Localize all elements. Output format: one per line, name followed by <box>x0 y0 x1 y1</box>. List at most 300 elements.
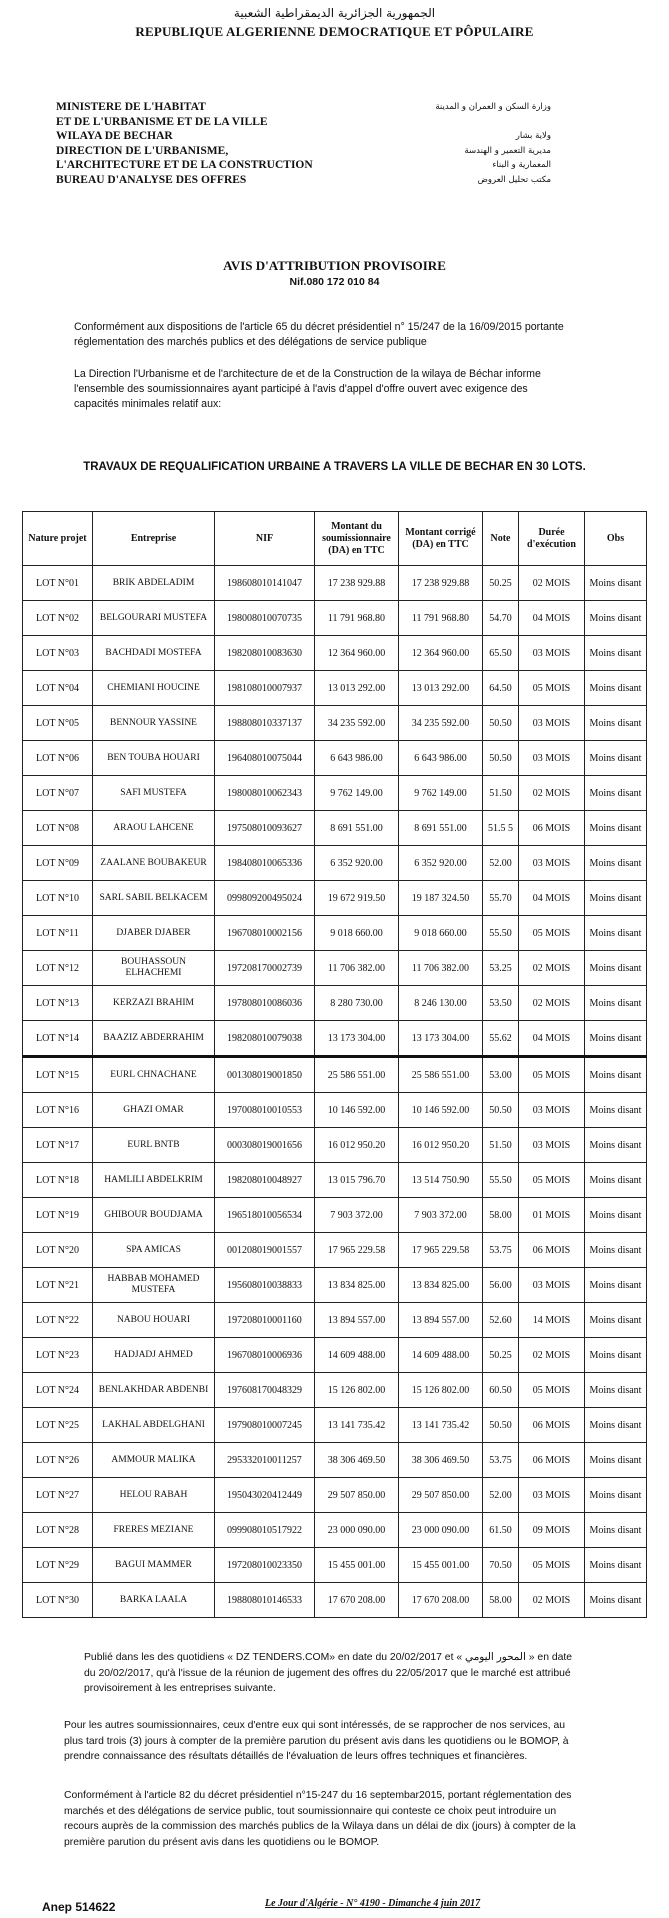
table-row <box>23 1548 647 1583</box>
obs-cell: Moins disant <box>585 1303 647 1338</box>
corrige-cell: 8 246 130.00 <box>399 986 483 1021</box>
appeal-paragraph: Conformément à l'article 82 du décret présidentiel n°15-247 du 16 septembar2015, portant réglementation des marchés et des délégations de service public, tout soumissionnaire qui conteste ce choix peut introduire un recours auprès de la commission des marchés publics de la Wilaya dans un délai de dix (jours) à compter de la première parution du présent avis dans les quotidiens ou le BOMOP. <box>64 1790 576 1848</box>
obs-cell: Moins disant <box>585 566 647 601</box>
ministry-line: L'ARCHITECTURE ET DE LA CONSTRUCTION <box>56 159 313 171</box>
duree-cell: 03 MOIS <box>519 706 585 741</box>
col-header-corrige: Montant corrigé (DA) en TTC <box>399 512 483 566</box>
lot-cell: LOT N°18 <box>23 1163 93 1198</box>
ministry-line: BUREAU D'ANALYSE DES OFFRES <box>56 173 247 186</box>
corrige-cell: 16 012 950.20 <box>399 1128 483 1163</box>
ministry-line: DIRECTION DE L'URBANISME, <box>56 144 229 157</box>
ministry-line: MINISTERE DE L'HABITAT <box>56 101 206 113</box>
arabic-republic-title: الجمهورية الجزائرية الديمقراطية الشعبية <box>233 6 436 20</box>
table-row <box>23 881 647 916</box>
table-row <box>23 636 647 671</box>
entreprise-cell: BENNOUR YASSINE <box>93 706 215 741</box>
montant-cell: 8 280 730.00 <box>315 986 399 1021</box>
nif-cell: 001308019001850 <box>215 1057 315 1093</box>
nif-cell: 195608010038833 <box>215 1268 315 1303</box>
corrige-cell: 15 126 802.00 <box>399 1373 483 1408</box>
lot-cell: LOT N°04 <box>23 671 93 706</box>
nif-cell: 001208019001557 <box>215 1233 315 1268</box>
ministry-block-fr <box>56 100 386 187</box>
note-cell: 58.00 <box>483 1583 519 1618</box>
obs-cell: Moins disant <box>585 1198 647 1233</box>
table-row <box>23 776 647 811</box>
corrige-cell: 34 235 592.00 <box>399 706 483 741</box>
corrige-cell: 6 643 986.00 <box>399 741 483 776</box>
corrige-cell: 7 903 372.00 <box>399 1198 483 1233</box>
corrige-cell: 8 691 551.00 <box>399 811 483 846</box>
entreprise-cell: BAAZIZ ABDERRAHIM <box>93 1021 215 1057</box>
note-cell: 56.00 <box>483 1268 519 1303</box>
lot-cell: LOT N°24 <box>23 1373 93 1408</box>
duree-cell: 06 MOIS <box>519 811 585 846</box>
montant-cell: 13 173 304.00 <box>315 1021 399 1057</box>
note-cell: 54.70 <box>483 601 519 636</box>
lot-cell: LOT N°06 <box>23 741 93 776</box>
note-cell: 51.5 5 <box>483 811 519 846</box>
note-cell: 55.50 <box>483 1163 519 1198</box>
lot-cell: LOT N°16 <box>23 1093 93 1128</box>
montant-cell: 34 235 592.00 <box>315 706 399 741</box>
obs-cell: Moins disant <box>585 1233 647 1268</box>
note-cell: 61.50 <box>483 1513 519 1548</box>
lot-cell: LOT N°21 <box>23 1268 93 1303</box>
duree-cell: 06 MOIS <box>519 1443 585 1478</box>
table-row <box>23 601 647 636</box>
obs-cell: Moins disant <box>585 1408 647 1443</box>
nif-cell: 198108010007937 <box>215 671 315 706</box>
table-row <box>23 1233 647 1268</box>
lot-cell: LOT N°26 <box>23 1443 93 1478</box>
montant-cell: 11 791 968.80 <box>315 601 399 636</box>
col-header-duree: Durée d'exécution <box>519 512 585 566</box>
note-cell: 50.50 <box>483 1093 519 1128</box>
montant-cell: 16 012 950.20 <box>315 1128 399 1163</box>
nif-cell: 197208170002739 <box>215 951 315 986</box>
lot-cell: LOT N°08 <box>23 811 93 846</box>
table-row <box>23 671 647 706</box>
corrige-cell: 23 000 090.00 <box>399 1513 483 1548</box>
entreprise-cell: BENLAKHDAR ABDENBI <box>93 1373 215 1408</box>
obs-cell: Moins disant <box>585 706 647 741</box>
nif-cell: 197508010093627 <box>215 811 315 846</box>
montant-cell: 13 894 557.00 <box>315 1303 399 1338</box>
intro-paragraph-1: Conformément aux dispositions de l'article 65 du décret présidentiel n° 15/247 de la 16/09/2015 portante réglementation des marchés publics et des délégations de service publique <box>74 321 564 348</box>
montant-cell: 13 013 292.00 <box>315 671 399 706</box>
duree-cell: 02 MOIS <box>519 776 585 811</box>
note-cell: 52.60 <box>483 1303 519 1338</box>
corrige-cell: 11 791 968.80 <box>399 601 483 636</box>
duree-cell: 04 MOIS <box>519 1021 585 1057</box>
duree-cell: 01 MOIS <box>519 1198 585 1233</box>
obs-cell: Moins disant <box>585 846 647 881</box>
duree-cell: 05 MOIS <box>519 671 585 706</box>
obs-cell: Moins disant <box>585 1478 647 1513</box>
obs-cell: Moins disant <box>585 741 647 776</box>
entreprise-cell: BOUHASSOUN ELHACHEMI <box>93 951 215 986</box>
duree-cell: 06 MOIS <box>519 1408 585 1443</box>
lot-cell: LOT N°11 <box>23 916 93 951</box>
lot-cell: LOT N°23 <box>23 1338 93 1373</box>
corrige-cell: 29 507 850.00 <box>399 1478 483 1513</box>
entreprise-cell: BELGOURARI MUSTEFA <box>93 601 215 636</box>
corrige-cell: 17 965 229.58 <box>399 1233 483 1268</box>
duree-cell: 02 MOIS <box>519 986 585 1021</box>
note-cell: 58.00 <box>483 1198 519 1233</box>
obs-cell: Moins disant <box>585 776 647 811</box>
nif-cell: 198208010048927 <box>215 1163 315 1198</box>
corrige-cell: 17 238 929.88 <box>399 566 483 601</box>
table-row <box>23 1408 647 1443</box>
entreprise-cell: BAGUI MAMMER <box>93 1548 215 1583</box>
corrige-cell: 13 834 825.00 <box>399 1268 483 1303</box>
publication-paragraph: Publié dans les des quotidiens « DZ TENDERS.COM» en date du 20/02/2017 et « المحور اليومي » en date du 20/02/2017, qu'à l'issue de la réunion de jugement des offres du 22/05/2017 que le marché est attribué provisoirement à les entreprises suivante. <box>84 1652 573 1694</box>
entreprise-cell: BACHDADI MOSTEFA <box>93 636 215 671</box>
montant-cell: 29 507 850.00 <box>315 1478 399 1513</box>
note-cell: 50.50 <box>483 1408 519 1443</box>
duree-cell: 14 MOIS <box>519 1303 585 1338</box>
nif-cell: 197908010007245 <box>215 1408 315 1443</box>
obs-cell: Moins disant <box>585 1021 647 1057</box>
entreprise-cell: ARAOU LAHCENE <box>93 811 215 846</box>
lot-cell: LOT N°01 <box>23 566 93 601</box>
lot-cell: LOT N°12 <box>23 951 93 986</box>
nif-cell: 196708010002156 <box>215 916 315 951</box>
ministry-line-ar: وزارة السكن و العمران و المدينة <box>435 102 551 112</box>
duree-cell: 05 MOIS <box>519 1057 585 1093</box>
entreprise-cell: SPA AMICAS <box>93 1233 215 1268</box>
duree-cell: 03 MOIS <box>519 636 585 671</box>
obs-cell: Moins disant <box>585 601 647 636</box>
nif-cell: 198808010146533 <box>215 1583 315 1618</box>
table-row <box>23 916 647 951</box>
table-row <box>23 1443 647 1478</box>
ministry-line-ar: مكتب تحليل العروض <box>477 174 551 185</box>
table-header-row <box>23 512 647 566</box>
entreprise-cell: SARL SABIL BELKACEM <box>93 881 215 916</box>
montant-cell: 17 238 929.88 <box>315 566 399 601</box>
montant-cell: 14 609 488.00 <box>315 1338 399 1373</box>
lot-cell: LOT N°09 <box>23 846 93 881</box>
nif-cell: 196518010056534 <box>215 1198 315 1233</box>
entreprise-cell: GHAZI OMAR <box>93 1093 215 1128</box>
lot-cell: LOT N°27 <box>23 1478 93 1513</box>
col-header-entreprise: Entreprise <box>93 512 215 566</box>
duree-cell: 03 MOIS <box>519 1128 585 1163</box>
obs-cell: Moins disant <box>585 881 647 916</box>
nif-cell: 198808010337137 <box>215 706 315 741</box>
nif-cell: 198608010141047 <box>215 566 315 601</box>
nif-cell: 099908010517922 <box>215 1513 315 1548</box>
corrige-cell: 13 514 750.90 <box>399 1163 483 1198</box>
table-row <box>23 1268 647 1303</box>
entreprise-cell: GHIBOUR BOUDJAMA <box>93 1198 215 1233</box>
col-header-note: Note <box>483 512 519 566</box>
note-cell: 53.50 <box>483 986 519 1021</box>
table-row <box>23 741 647 776</box>
table-row <box>23 1021 647 1057</box>
nif-cell: 197208010001160 <box>215 1303 315 1338</box>
table-row <box>23 1583 647 1618</box>
obs-cell: Moins disant <box>585 1513 647 1548</box>
duree-cell: 05 MOIS <box>519 916 585 951</box>
entreprise-cell: BARKA LAALA <box>93 1583 215 1618</box>
col-header-obs: Obs <box>585 512 647 566</box>
nif-cell: 099809200495024 <box>215 881 315 916</box>
montant-cell: 38 306 469.50 <box>315 1443 399 1478</box>
corrige-cell: 9 018 660.00 <box>399 916 483 951</box>
ministry-line-ar: مديرية التعمير و الهندسة <box>464 145 551 156</box>
entreprise-cell: KERZAZI BRAHIM <box>93 986 215 1021</box>
note-cell: 55.62 <box>483 1021 519 1057</box>
nif-cell: 198208010079038 <box>215 1021 315 1057</box>
duree-cell: 03 MOIS <box>519 1478 585 1513</box>
obs-cell: Moins disant <box>585 986 647 1021</box>
table-row <box>23 1478 647 1513</box>
note-cell: 52.00 <box>483 1478 519 1513</box>
project-subject: TRAVAUX DE REQUALIFICATION URBAINE A TRAVERS LA VILLE DE BECHAR EN 30 LOTS. <box>83 461 586 473</box>
nif-cell: 195043020412449 <box>215 1478 315 1513</box>
obs-cell: Moins disant <box>585 1093 647 1128</box>
obs-cell: Moins disant <box>585 1338 647 1373</box>
duree-cell: 03 MOIS <box>519 1268 585 1303</box>
nif-cell: 000308019001656 <box>215 1128 315 1163</box>
entreprise-cell: DJABER DJABER <box>93 916 215 951</box>
obs-cell: Moins disant <box>585 1373 647 1408</box>
entreprise-cell: LAKHAL ABDELGHANI <box>93 1408 215 1443</box>
corrige-cell: 19 187 324.50 <box>399 881 483 916</box>
corrige-cell: 38 306 469.50 <box>399 1443 483 1478</box>
corrige-cell: 13 013 292.00 <box>399 671 483 706</box>
note-cell: 50.25 <box>483 1338 519 1373</box>
awards-table <box>22 511 647 1618</box>
montant-cell: 9 018 660.00 <box>315 916 399 951</box>
duree-cell: 03 MOIS <box>519 741 585 776</box>
table-row <box>23 1093 647 1128</box>
duree-cell: 02 MOIS <box>519 951 585 986</box>
entreprise-cell: HELOU RABAH <box>93 1478 215 1513</box>
awards-table-body <box>23 566 647 1618</box>
montant-cell: 19 672 919.50 <box>315 881 399 916</box>
ministry-line: ET DE L'URBANISME ET DE LA VILLE <box>56 115 268 128</box>
obs-cell: Moins disant <box>585 1057 647 1093</box>
entreprise-cell: EURL BNTB <box>93 1128 215 1163</box>
montant-cell: 6 643 986.00 <box>315 741 399 776</box>
duree-cell: 03 MOIS <box>519 1093 585 1128</box>
journal-reference: Le Jour d'Algérie - N° 4190 - Dimanche 4 juin 2017 <box>265 1898 481 1909</box>
duree-cell: 02 MOIS <box>519 1338 585 1373</box>
table-row <box>23 1198 647 1233</box>
lot-cell: LOT N°20 <box>23 1233 93 1268</box>
nif-cell: 197208010023350 <box>215 1548 315 1583</box>
obs-cell: Moins disant <box>585 671 647 706</box>
entreprise-cell: EURL CHNACHANE <box>93 1057 215 1093</box>
corrige-cell: 14 609 488.00 <box>399 1338 483 1373</box>
note-cell: 50.50 <box>483 741 519 776</box>
lot-cell: LOT N°13 <box>23 986 93 1021</box>
duree-cell: 04 MOIS <box>519 601 585 636</box>
nif-cell: 197608170048329 <box>215 1373 315 1408</box>
note-cell: 65.50 <box>483 636 519 671</box>
obs-cell: Moins disant <box>585 811 647 846</box>
notice-nif: Nif.080 172 010 84 <box>289 276 380 288</box>
nif-cell: 196708010006936 <box>215 1338 315 1373</box>
nif-cell: 295332010011257 <box>215 1443 315 1478</box>
ministry-line-ar <box>361 115 551 130</box>
table-row <box>23 1163 647 1198</box>
note-cell: 70.50 <box>483 1548 519 1583</box>
lot-cell: LOT N°19 <box>23 1198 93 1233</box>
note-cell: 50.50 <box>483 706 519 741</box>
corrige-cell: 10 146 592.00 <box>399 1093 483 1128</box>
french-republic-title: REPUBLIQUE ALGERIENNE DEMOCRATIQUE ET PÔPULAIRE <box>135 24 534 39</box>
table-row <box>23 1338 647 1373</box>
montant-cell: 13 834 825.00 <box>315 1268 399 1303</box>
entreprise-cell: NABOU HOUARI <box>93 1303 215 1338</box>
montant-cell: 23 000 090.00 <box>315 1513 399 1548</box>
consultation-paragraph: Pour les autres soumissionnaires, ceux d'entre eux qui sont intéressés, de se rapprocher de nos services, au plus tard trois (3) jours à compter de la première parution du présent avis dans les quotidiens ou le BOMOP, à prendre connaissance des résultats détaillés de l'évaluation de leurs offres techniques et financières. <box>64 1720 569 1762</box>
entreprise-cell: SAFI MUSTEFA <box>93 776 215 811</box>
corrige-cell: 13 173 304.00 <box>399 1021 483 1057</box>
corrige-cell: 13 141 735.42 <box>399 1408 483 1443</box>
entreprise-cell: HABBAB MOHAMED MUSTEFA <box>93 1268 215 1303</box>
corrige-cell: 6 352 920.00 <box>399 846 483 881</box>
note-cell: 52.00 <box>483 846 519 881</box>
corrige-cell: 13 894 557.00 <box>399 1303 483 1338</box>
obs-cell: Moins disant <box>585 916 647 951</box>
montant-cell: 7 903 372.00 <box>315 1198 399 1233</box>
table-row <box>23 1057 647 1093</box>
lot-cell: LOT N°10 <box>23 881 93 916</box>
corrige-cell: 17 670 208.00 <box>399 1583 483 1618</box>
ministry-block-ar <box>361 100 551 187</box>
note-cell: 64.50 <box>483 671 519 706</box>
lot-cell: LOT N°15 <box>23 1057 93 1093</box>
entreprise-cell: HAMLILI ABDELKRIM <box>93 1163 215 1198</box>
lot-cell: LOT N°30 <box>23 1583 93 1618</box>
entreprise-cell: CHEMIANI HOUCINE <box>93 671 215 706</box>
montant-cell: 17 670 208.00 <box>315 1583 399 1618</box>
note-cell: 60.50 <box>483 1373 519 1408</box>
duree-cell: 05 MOIS <box>519 1548 585 1583</box>
ministry-line-ar: المعمارية و البناء <box>492 160 551 170</box>
duree-cell: 05 MOIS <box>519 1373 585 1408</box>
entreprise-cell: HADJADJ AHMED <box>93 1338 215 1373</box>
note-cell: 51.50 <box>483 1128 519 1163</box>
table-row <box>23 811 647 846</box>
ministry-line: WILAYA DE BECHAR <box>56 130 173 142</box>
lot-cell: LOT N°29 <box>23 1548 93 1583</box>
nif-cell: 197008010010553 <box>215 1093 315 1128</box>
obs-cell: Moins disant <box>585 951 647 986</box>
entreprise-cell: ZAALANE BOUBAKEUR <box>93 846 215 881</box>
montant-cell: 11 706 382.00 <box>315 951 399 986</box>
duree-cell: 03 MOIS <box>519 846 585 881</box>
obs-cell: Moins disant <box>585 1268 647 1303</box>
montant-cell: 13 015 796.70 <box>315 1163 399 1198</box>
nif-cell: 198408010065336 <box>215 846 315 881</box>
table-row <box>23 846 647 881</box>
corrige-cell: 11 706 382.00 <box>399 951 483 986</box>
obs-cell: Moins disant <box>585 1548 647 1583</box>
montant-cell: 6 352 920.00 <box>315 846 399 881</box>
intro-paragraph-2: La Direction l'Urbanisme et de l'architecture de et de la Construction de la wilaya de Béchar informe l'ensemble des soumissionnaires ayant participé à l'avis d'appel d'offre ouvert avec exigence des capacités minimales relatif aux: <box>74 368 541 410</box>
lot-cell: LOT N°22 <box>23 1303 93 1338</box>
corrige-cell: 12 364 960.00 <box>399 636 483 671</box>
montant-cell: 13 141 735.42 <box>315 1408 399 1443</box>
lot-cell: LOT N°14 <box>23 1021 93 1057</box>
table-row <box>23 1513 647 1548</box>
duree-cell: 09 MOIS <box>519 1513 585 1548</box>
entreprise-cell: BEN TOUBA HOUARI <box>93 741 215 776</box>
obs-cell: Moins disant <box>585 1583 647 1618</box>
lot-cell: LOT N°25 <box>23 1408 93 1443</box>
nif-cell: 198008010070735 <box>215 601 315 636</box>
table-row <box>23 1373 647 1408</box>
ministry-line-ar: ولاية بشار <box>515 131 551 141</box>
montant-cell: 8 691 551.00 <box>315 811 399 846</box>
montant-cell: 9 762 149.00 <box>315 776 399 811</box>
note-cell: 51.50 <box>483 776 519 811</box>
note-cell: 53.25 <box>483 951 519 986</box>
note-cell: 53.75 <box>483 1233 519 1268</box>
table-row <box>23 1303 647 1338</box>
obs-cell: Moins disant <box>585 1443 647 1478</box>
obs-cell: Moins disant <box>585 1128 647 1163</box>
duree-cell: 05 MOIS <box>519 1163 585 1198</box>
corrige-cell: 25 586 551.00 <box>399 1057 483 1093</box>
note-cell: 55.50 <box>483 916 519 951</box>
anep-reference: Anep 514622 <box>42 1900 116 1914</box>
lot-cell: LOT N°28 <box>23 1513 93 1548</box>
duree-cell: 02 MOIS <box>519 1583 585 1618</box>
montant-cell: 15 455 001.00 <box>315 1548 399 1583</box>
entreprise-cell: FRERES MEZIANE <box>93 1513 215 1548</box>
table-row <box>23 1128 647 1163</box>
note-cell: 50.25 <box>483 566 519 601</box>
col-header-lot: Nature projet <box>23 512 93 566</box>
entreprise-cell: AMMOUR MALIKA <box>93 1443 215 1478</box>
montant-cell: 10 146 592.00 <box>315 1093 399 1128</box>
montant-cell: 15 126 802.00 <box>315 1373 399 1408</box>
note-cell: 53.00 <box>483 1057 519 1093</box>
notice-title: AVIS D'ATTRIBUTION PROVISOIRE <box>223 258 446 273</box>
note-cell: 53.75 <box>483 1443 519 1478</box>
col-header-nif: NIF <box>215 512 315 566</box>
lot-cell: LOT N°03 <box>23 636 93 671</box>
note-cell: 55.70 <box>483 881 519 916</box>
lot-cell: LOT N°02 <box>23 601 93 636</box>
col-header-montant: Montant du soumissionnaire (DA) en TTC <box>315 512 399 566</box>
corrige-cell: 9 762 149.00 <box>399 776 483 811</box>
duree-cell: 04 MOIS <box>519 881 585 916</box>
table-row <box>23 951 647 986</box>
corrige-cell: 15 455 001.00 <box>399 1548 483 1583</box>
montant-cell: 17 965 229.58 <box>315 1233 399 1268</box>
lot-cell: LOT N°05 <box>23 706 93 741</box>
lot-cell: LOT N°17 <box>23 1128 93 1163</box>
montant-cell: 12 364 960.00 <box>315 636 399 671</box>
table-row <box>23 566 647 601</box>
duree-cell: 02 MOIS <box>519 566 585 601</box>
table-row <box>23 706 647 741</box>
montant-cell: 25 586 551.00 <box>315 1057 399 1093</box>
nif-cell: 196408010075044 <box>215 741 315 776</box>
obs-cell: Moins disant <box>585 1163 647 1198</box>
nif-cell: 198208010083630 <box>215 636 315 671</box>
